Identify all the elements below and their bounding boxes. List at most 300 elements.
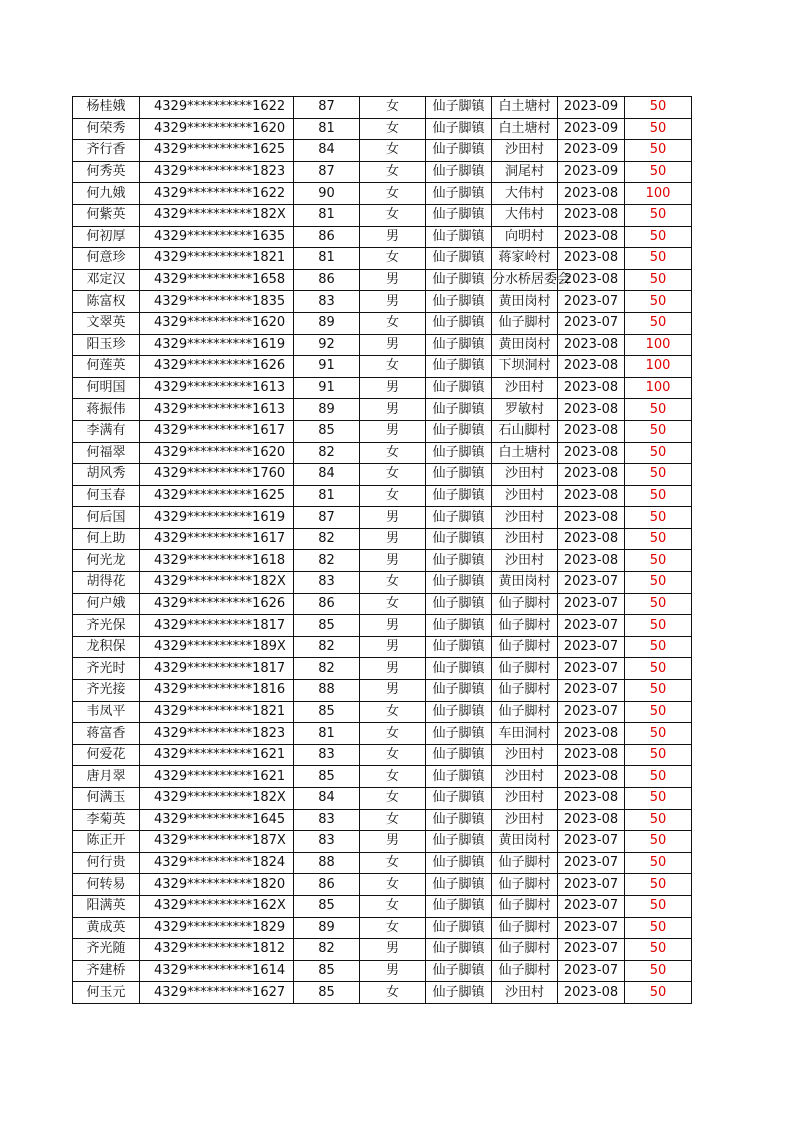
amount-cell: 50 xyxy=(625,161,692,183)
name-cell: 邓定汉 xyxy=(73,269,140,291)
id-number-cell: 4329**********1760 xyxy=(140,464,294,486)
table-row xyxy=(73,550,692,572)
amount-cell: 50 xyxy=(625,248,692,270)
town-cell: 仙子脚镇 xyxy=(426,464,492,486)
gender-cell: 女 xyxy=(360,744,426,766)
amount-cell: 50 xyxy=(625,118,692,140)
month-cell: 2023-09 xyxy=(558,161,625,183)
month-cell: 2023-08 xyxy=(558,248,625,270)
id-number-cell: 4329**********1821 xyxy=(140,248,294,270)
amount-cell: 100 xyxy=(625,183,692,205)
table-row xyxy=(73,140,692,162)
id-number-cell: 4329**********1823 xyxy=(140,723,294,745)
town-cell: 仙子脚镇 xyxy=(426,269,492,291)
month-cell: 2023-08 xyxy=(558,204,625,226)
town-cell: 仙子脚镇 xyxy=(426,507,492,529)
village-cell: 沙田村 xyxy=(492,485,558,507)
town-cell: 仙子脚镇 xyxy=(426,248,492,270)
town-cell: 仙子脚镇 xyxy=(426,97,492,119)
age-cell: 85 xyxy=(294,766,360,788)
village-cell: 仙子脚村 xyxy=(492,615,558,637)
name-cell: 文翠英 xyxy=(73,312,140,334)
month-cell: 2023-07 xyxy=(558,701,625,723)
name-cell: 蒋振伟 xyxy=(73,399,140,421)
village-cell: 黄田岗村 xyxy=(492,572,558,594)
gender-cell: 女 xyxy=(360,766,426,788)
table-row xyxy=(73,399,692,421)
town-cell: 仙子脚镇 xyxy=(426,680,492,702)
village-cell: 罗敏村 xyxy=(492,399,558,421)
month-cell: 2023-07 xyxy=(558,593,625,615)
village-cell: 仙子脚村 xyxy=(492,658,558,680)
id-number-cell: 4329**********162X xyxy=(140,895,294,917)
id-number-cell: 4329**********1626 xyxy=(140,356,294,378)
age-cell: 84 xyxy=(294,464,360,486)
amount-cell: 50 xyxy=(625,744,692,766)
name-cell: 何福翠 xyxy=(73,442,140,464)
village-cell: 仙子脚村 xyxy=(492,593,558,615)
month-cell: 2023-08 xyxy=(558,485,625,507)
table-row xyxy=(73,442,692,464)
id-number-cell: 4329**********182X xyxy=(140,788,294,810)
gender-cell: 男 xyxy=(360,636,426,658)
village-cell: 蒋家岭村 xyxy=(492,248,558,270)
amount-cell: 50 xyxy=(625,960,692,982)
id-number-cell: 4329**********1622 xyxy=(140,183,294,205)
town-cell: 仙子脚镇 xyxy=(426,658,492,680)
town-cell: 仙子脚镇 xyxy=(426,528,492,550)
id-number-cell: 4329**********1625 xyxy=(140,140,294,162)
id-number-cell: 4329**********1621 xyxy=(140,766,294,788)
amount-cell: 50 xyxy=(625,140,692,162)
gender-cell: 男 xyxy=(360,615,426,637)
town-cell: 仙子脚镇 xyxy=(426,939,492,961)
gender-cell: 男 xyxy=(360,226,426,248)
age-cell: 87 xyxy=(294,97,360,119)
id-number-cell: 4329**********182X xyxy=(140,204,294,226)
age-cell: 83 xyxy=(294,572,360,594)
table-row xyxy=(73,356,692,378)
month-cell: 2023-08 xyxy=(558,809,625,831)
table-row xyxy=(73,960,692,982)
town-cell: 仙子脚镇 xyxy=(426,356,492,378)
id-number-cell: 4329**********1620 xyxy=(140,442,294,464)
village-cell: 仙子脚村 xyxy=(492,312,558,334)
amount-cell: 50 xyxy=(625,269,692,291)
amount-cell: 50 xyxy=(625,550,692,572)
gender-cell: 男 xyxy=(360,420,426,442)
month-cell: 2023-07 xyxy=(558,615,625,637)
name-cell: 阳满英 xyxy=(73,895,140,917)
name-cell: 何光龙 xyxy=(73,550,140,572)
month-cell: 2023-08 xyxy=(558,464,625,486)
month-cell: 2023-07 xyxy=(558,636,625,658)
id-number-cell: 4329**********1812 xyxy=(140,939,294,961)
table-row xyxy=(73,269,692,291)
village-cell: 仙子脚村 xyxy=(492,917,558,939)
age-cell: 82 xyxy=(294,658,360,680)
age-cell: 83 xyxy=(294,831,360,853)
month-cell: 2023-07 xyxy=(558,874,625,896)
village-cell: 沙田村 xyxy=(492,550,558,572)
village-cell: 白土塘村 xyxy=(492,118,558,140)
village-cell: 沙田村 xyxy=(492,140,558,162)
town-cell: 仙子脚镇 xyxy=(426,161,492,183)
town-cell: 仙子脚镇 xyxy=(426,809,492,831)
gender-cell: 女 xyxy=(360,917,426,939)
gender-cell: 女 xyxy=(360,248,426,270)
age-cell: 84 xyxy=(294,140,360,162)
age-cell: 89 xyxy=(294,917,360,939)
table-row xyxy=(73,917,692,939)
gender-cell: 男 xyxy=(360,960,426,982)
month-cell: 2023-08 xyxy=(558,442,625,464)
age-cell: 83 xyxy=(294,809,360,831)
age-cell: 81 xyxy=(294,118,360,140)
id-number-cell: 4329**********1625 xyxy=(140,485,294,507)
month-cell: 2023-08 xyxy=(558,550,625,572)
age-cell: 81 xyxy=(294,485,360,507)
name-cell: 韦凤平 xyxy=(73,701,140,723)
amount-cell: 50 xyxy=(625,895,692,917)
month-cell: 2023-07 xyxy=(558,852,625,874)
name-cell: 何上助 xyxy=(73,528,140,550)
town-cell: 仙子脚镇 xyxy=(426,982,492,1004)
name-cell: 齐光保 xyxy=(73,615,140,637)
table-row xyxy=(73,744,692,766)
village-cell: 仙子脚村 xyxy=(492,960,558,982)
month-cell: 2023-07 xyxy=(558,895,625,917)
village-cell: 分水桥居委会 xyxy=(492,269,558,291)
town-cell: 仙子脚镇 xyxy=(426,593,492,615)
table-row xyxy=(73,809,692,831)
amount-cell: 50 xyxy=(625,636,692,658)
amount-cell: 50 xyxy=(625,809,692,831)
id-number-cell: 4329**********1829 xyxy=(140,917,294,939)
name-cell: 齐行香 xyxy=(73,140,140,162)
table-row xyxy=(73,982,692,1004)
name-cell: 何爱花 xyxy=(73,744,140,766)
month-cell: 2023-08 xyxy=(558,420,625,442)
gender-cell: 女 xyxy=(360,464,426,486)
name-cell: 何意珍 xyxy=(73,248,140,270)
id-number-cell: 4329**********1816 xyxy=(140,680,294,702)
month-cell: 2023-08 xyxy=(558,528,625,550)
age-cell: 88 xyxy=(294,680,360,702)
gender-cell: 女 xyxy=(360,118,426,140)
table-row xyxy=(73,852,692,874)
gender-cell: 女 xyxy=(360,442,426,464)
amount-cell: 50 xyxy=(625,680,692,702)
age-cell: 81 xyxy=(294,248,360,270)
table-row xyxy=(73,97,692,119)
town-cell: 仙子脚镇 xyxy=(426,442,492,464)
month-cell: 2023-08 xyxy=(558,507,625,529)
name-cell: 齐建桥 xyxy=(73,960,140,982)
name-cell: 何初厚 xyxy=(73,226,140,248)
gender-cell: 女 xyxy=(360,161,426,183)
table-row xyxy=(73,615,692,637)
gender-cell: 男 xyxy=(360,550,426,572)
month-cell: 2023-09 xyxy=(558,140,625,162)
id-number-cell: 4329**********1618 xyxy=(140,550,294,572)
id-number-cell: 4329**********1627 xyxy=(140,982,294,1004)
age-cell: 84 xyxy=(294,788,360,810)
village-cell: 仙子脚村 xyxy=(492,680,558,702)
id-number-cell: 4329**********1635 xyxy=(140,226,294,248)
amount-cell: 50 xyxy=(625,97,692,119)
table-row xyxy=(73,874,692,896)
table-row xyxy=(73,226,692,248)
town-cell: 仙子脚镇 xyxy=(426,744,492,766)
village-cell: 大伟村 xyxy=(492,204,558,226)
month-cell: 2023-08 xyxy=(558,356,625,378)
village-cell: 黄田岗村 xyxy=(492,334,558,356)
village-cell: 白土塘村 xyxy=(492,442,558,464)
month-cell: 2023-07 xyxy=(558,680,625,702)
id-number-cell: 4329**********1626 xyxy=(140,593,294,615)
village-cell: 黄田岗村 xyxy=(492,831,558,853)
age-cell: 91 xyxy=(294,377,360,399)
amount-cell: 50 xyxy=(625,226,692,248)
table-row xyxy=(73,312,692,334)
amount-cell: 50 xyxy=(625,291,692,313)
gender-cell: 女 xyxy=(360,572,426,594)
id-number-cell: 4329**********189X xyxy=(140,636,294,658)
age-cell: 82 xyxy=(294,442,360,464)
gender-cell: 男 xyxy=(360,528,426,550)
age-cell: 81 xyxy=(294,204,360,226)
amount-cell: 50 xyxy=(625,572,692,594)
id-number-cell: 4329**********1817 xyxy=(140,658,294,680)
gender-cell: 男 xyxy=(360,658,426,680)
village-cell: 车田洞村 xyxy=(492,723,558,745)
village-cell: 仙子脚村 xyxy=(492,939,558,961)
town-cell: 仙子脚镇 xyxy=(426,917,492,939)
gender-cell: 男 xyxy=(360,269,426,291)
town-cell: 仙子脚镇 xyxy=(426,140,492,162)
gender-cell: 男 xyxy=(360,939,426,961)
village-cell: 仙子脚村 xyxy=(492,701,558,723)
age-cell: 92 xyxy=(294,334,360,356)
month-cell: 2023-07 xyxy=(558,291,625,313)
town-cell: 仙子脚镇 xyxy=(426,399,492,421)
amount-cell: 50 xyxy=(625,507,692,529)
month-cell: 2023-07 xyxy=(558,917,625,939)
town-cell: 仙子脚镇 xyxy=(426,766,492,788)
town-cell: 仙子脚镇 xyxy=(426,874,492,896)
id-number-cell: 4329**********1820 xyxy=(140,874,294,896)
amount-cell: 50 xyxy=(625,442,692,464)
name-cell: 陈正开 xyxy=(73,831,140,853)
table-row xyxy=(73,377,692,399)
table-row xyxy=(73,291,692,313)
town-cell: 仙子脚镇 xyxy=(426,852,492,874)
table-body xyxy=(73,97,692,1004)
gender-cell: 女 xyxy=(360,485,426,507)
id-number-cell: 4329**********1620 xyxy=(140,118,294,140)
month-cell: 2023-08 xyxy=(558,377,625,399)
amount-cell: 100 xyxy=(625,334,692,356)
town-cell: 仙子脚镇 xyxy=(426,550,492,572)
amount-cell: 50 xyxy=(625,420,692,442)
name-cell: 胡风秀 xyxy=(73,464,140,486)
month-cell: 2023-07 xyxy=(558,831,625,853)
month-cell: 2023-09 xyxy=(558,118,625,140)
name-cell: 陈富权 xyxy=(73,291,140,313)
amount-cell: 50 xyxy=(625,788,692,810)
id-number-cell: 4329**********1817 xyxy=(140,615,294,637)
name-cell: 何满玉 xyxy=(73,788,140,810)
name-cell: 李菊英 xyxy=(73,809,140,831)
town-cell: 仙子脚镇 xyxy=(426,291,492,313)
amount-cell: 50 xyxy=(625,766,692,788)
amount-cell: 100 xyxy=(625,356,692,378)
id-number-cell: 4329**********1619 xyxy=(140,507,294,529)
village-cell: 仙子脚村 xyxy=(492,874,558,896)
age-cell: 85 xyxy=(294,895,360,917)
town-cell: 仙子脚镇 xyxy=(426,723,492,745)
gender-cell: 女 xyxy=(360,852,426,874)
table-row xyxy=(73,831,692,853)
age-cell: 89 xyxy=(294,312,360,334)
month-cell: 2023-08 xyxy=(558,766,625,788)
age-cell: 82 xyxy=(294,636,360,658)
gender-cell: 女 xyxy=(360,895,426,917)
age-cell: 83 xyxy=(294,744,360,766)
age-cell: 81 xyxy=(294,723,360,745)
village-cell: 白土塘村 xyxy=(492,97,558,119)
village-cell: 大伟村 xyxy=(492,183,558,205)
table-row xyxy=(73,248,692,270)
age-cell: 85 xyxy=(294,615,360,637)
table-row xyxy=(73,788,692,810)
id-number-cell: 4329**********1658 xyxy=(140,269,294,291)
name-cell: 何玉春 xyxy=(73,485,140,507)
table-row xyxy=(73,701,692,723)
id-number-cell: 4329**********1622 xyxy=(140,97,294,119)
month-cell: 2023-09 xyxy=(558,97,625,119)
month-cell: 2023-08 xyxy=(558,226,625,248)
id-number-cell: 4329**********1617 xyxy=(140,420,294,442)
gender-cell: 男 xyxy=(360,334,426,356)
id-number-cell: 4329**********1619 xyxy=(140,334,294,356)
amount-cell: 50 xyxy=(625,615,692,637)
gender-cell: 男 xyxy=(360,291,426,313)
town-cell: 仙子脚镇 xyxy=(426,960,492,982)
age-cell: 87 xyxy=(294,161,360,183)
village-cell: 沙田村 xyxy=(492,809,558,831)
amount-cell: 50 xyxy=(625,701,692,723)
age-cell: 85 xyxy=(294,960,360,982)
month-cell: 2023-08 xyxy=(558,788,625,810)
age-cell: 88 xyxy=(294,852,360,874)
town-cell: 仙子脚镇 xyxy=(426,485,492,507)
name-cell: 齐光接 xyxy=(73,680,140,702)
age-cell: 86 xyxy=(294,269,360,291)
id-number-cell: 4329**********1621 xyxy=(140,744,294,766)
age-cell: 90 xyxy=(294,183,360,205)
amount-cell: 50 xyxy=(625,982,692,1004)
amount-cell: 50 xyxy=(625,593,692,615)
month-cell: 2023-08 xyxy=(558,744,625,766)
gender-cell: 女 xyxy=(360,140,426,162)
age-cell: 91 xyxy=(294,356,360,378)
age-cell: 86 xyxy=(294,874,360,896)
gender-cell: 女 xyxy=(360,809,426,831)
village-cell: 沙田村 xyxy=(492,982,558,1004)
name-cell: 杨桂娥 xyxy=(73,97,140,119)
table-row xyxy=(73,485,692,507)
village-cell: 下坝洞村 xyxy=(492,356,558,378)
age-cell: 86 xyxy=(294,593,360,615)
age-cell: 82 xyxy=(294,528,360,550)
village-cell: 沙田村 xyxy=(492,744,558,766)
id-number-cell: 4329**********1614 xyxy=(140,960,294,982)
village-cell: 洞尾村 xyxy=(492,161,558,183)
amount-cell: 50 xyxy=(625,831,692,853)
village-cell: 石山脚村 xyxy=(492,420,558,442)
table-row xyxy=(73,464,692,486)
name-cell: 何后国 xyxy=(73,507,140,529)
age-cell: 82 xyxy=(294,939,360,961)
name-cell: 何明国 xyxy=(73,377,140,399)
gender-cell: 男 xyxy=(360,680,426,702)
name-cell: 何莲英 xyxy=(73,356,140,378)
name-cell: 唐月翠 xyxy=(73,766,140,788)
name-cell: 何玉元 xyxy=(73,982,140,1004)
table-row xyxy=(73,572,692,594)
gender-cell: 男 xyxy=(360,507,426,529)
month-cell: 2023-08 xyxy=(558,399,625,421)
id-number-cell: 4329**********1617 xyxy=(140,528,294,550)
table-row xyxy=(73,507,692,529)
town-cell: 仙子脚镇 xyxy=(426,572,492,594)
village-cell: 仙子脚村 xyxy=(492,895,558,917)
month-cell: 2023-07 xyxy=(558,960,625,982)
month-cell: 2023-08 xyxy=(558,334,625,356)
amount-cell: 50 xyxy=(625,464,692,486)
gender-cell: 男 xyxy=(360,831,426,853)
month-cell: 2023-08 xyxy=(558,183,625,205)
table-row xyxy=(73,636,692,658)
town-cell: 仙子脚镇 xyxy=(426,377,492,399)
id-number-cell: 4329**********1835 xyxy=(140,291,294,313)
village-cell: 仙子脚村 xyxy=(492,636,558,658)
gender-cell: 女 xyxy=(360,183,426,205)
name-cell: 黄成英 xyxy=(73,917,140,939)
name-cell: 何秀英 xyxy=(73,161,140,183)
table-row xyxy=(73,420,692,442)
gender-cell: 女 xyxy=(360,97,426,119)
town-cell: 仙子脚镇 xyxy=(426,636,492,658)
town-cell: 仙子脚镇 xyxy=(426,204,492,226)
amount-cell: 50 xyxy=(625,204,692,226)
month-cell: 2023-07 xyxy=(558,572,625,594)
amount-cell: 100 xyxy=(625,377,692,399)
month-cell: 2023-08 xyxy=(558,269,625,291)
village-cell: 沙田村 xyxy=(492,507,558,529)
table-row xyxy=(73,939,692,961)
table-row xyxy=(73,334,692,356)
gender-cell: 女 xyxy=(360,312,426,334)
town-cell: 仙子脚镇 xyxy=(426,701,492,723)
id-number-cell: 4329**********1613 xyxy=(140,399,294,421)
gender-cell: 女 xyxy=(360,788,426,810)
village-cell: 向明村 xyxy=(492,226,558,248)
town-cell: 仙子脚镇 xyxy=(426,183,492,205)
id-number-cell: 4329**********1613 xyxy=(140,377,294,399)
